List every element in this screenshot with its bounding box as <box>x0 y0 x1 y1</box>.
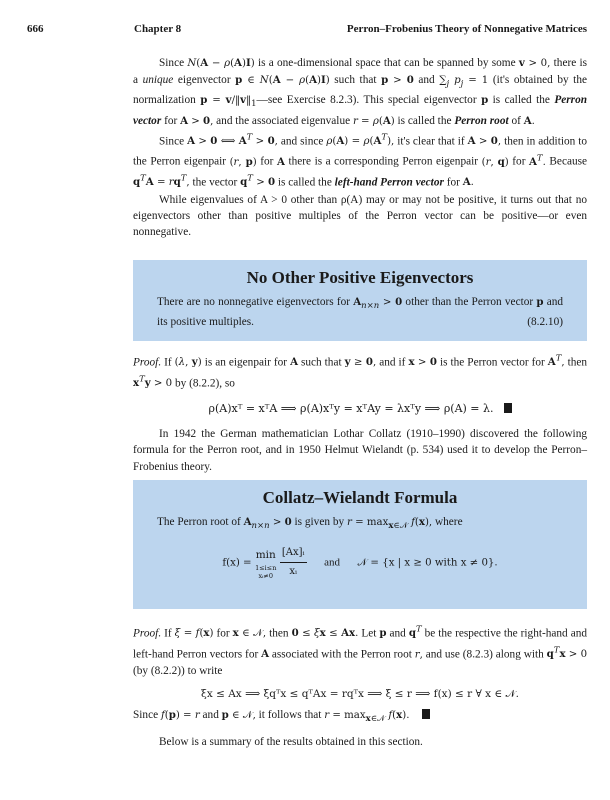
proof-1-display-equation: ρ(A)xᵀ = xᵀA ⟹ ρ(A)xᵀy = xᵀAy = λxᵀy ⟹ ρ(A) = λ. <box>133 400 587 418</box>
box-title: Collatz–Wielandt Formula <box>262 488 458 507</box>
box-text: The Perron root of $A_{n\times n} > 0$ is given by $r = \max_{x\in 𝒩} f(x)$, where <box>157 516 463 532</box>
theorem-box-collatz-wielandt <box>133 480 587 609</box>
proof-2-conclusion: Since f(p) = r and p ∈ 𝒩, it follows that $r = \max_{x\in 𝒩} f(x)$. <box>133 707 587 727</box>
intro-paragraph-1: Since N(A − ρ(A)I) is a one-dimensional space that can be spanned by some v > 0, there is a unique eigenvector p ∈ N(A − ρ(A)I) such that p > 0 and $\sum_j$ $p_j = 1$ (it's obtained by the normalization $p = v/‖v‖_1—see$ Exercise 8.2.3). This special eigenvector p is called the Perron vector for A > 0, and the associated eigenvalue r = ρ(A) is called the Perron root of A. <box>133 57 588 127</box>
min-operator: min 1≤i≤n xᵢ≠0 <box>255 548 277 580</box>
proof-label: Proof. <box>133 356 162 369</box>
proof-label: Proof. <box>133 627 162 640</box>
page-number: 666 <box>27 23 44 35</box>
qed-box <box>504 403 512 413</box>
proof-1-text: Proof. If (λ, y) is an eigenpair for A such that y ≥ 0, and if x > 0 is the Perron vector for $A^T$, then $x^Ty > 0$ by (8.2.2), so <box>133 354 588 389</box>
collatz-wielandt-formula: f(x) = min 1≤i≤n xᵢ≠0 $\frac{\text{[Ax]ᵢ}}{\text{xᵢ}}$ and 𝒩 = {x | x ≥ 0 with x ≠ 0}. <box>133 544 587 581</box>
proof-2 <box>133 622 587 750</box>
summary-paragraph: Below is a summary of the results obtained in this section. <box>159 735 423 748</box>
equation-number: (8.2.10) <box>527 316 563 329</box>
fraction: $\frac{\text{[Ax]ᵢ}}{\text{xᵢ}}$ <box>280 544 307 581</box>
theorem-box-no-other-positive-eigenvectors <box>133 260 587 341</box>
proof-1 <box>133 351 587 475</box>
intro-section <box>133 55 587 240</box>
box-text: There are no nonnegative eigenvectors for $A_{n\times n} > 0$ other than the Perron vector p and its positive multiples. (8.2.10) <box>133 294 587 330</box>
proof-2-display-equation: ξx ≤ Ax ⟹ ξqᵀx ≤ qᵀAx = rqᵀx ⟹ ξ ≤ r ⟹ f(x) ≤ r ∀ x ∈ 𝒩. <box>201 688 519 701</box>
proof-2-text: Proof. If ξ = f(x) for x ∈ 𝒩, then 0 ≤ ξx ≤ Ax. Let p and $q^T$ be the respective the right-hand and left-hand Perron vectors for A associated with the Perron root r, and use (8.2.3) along with $q^Tx > 0$ (by (8.2.2)) to write <box>133 625 588 678</box>
running-head <box>27 23 587 39</box>
intro-paragraph-3: While eigenvalues of A > 0 other than ρ(A) may or may not be positive, it turns out that no eigenvectors other than positive multiples of the Perron vector can be positive—or even nonnegative. <box>133 193 587 239</box>
history-paragraph: In 1942 the German mathematician Lothar Collatz (1910–1990) discovered the following formula for the Perron root, and in 1950 Helmut Wielandt (p. 534) used it to develop the Perron–Frobenius theory. <box>133 428 587 473</box>
intro-paragraph-2: Since A > 0 ⟺ $A^T > 0$, and since $\rho(A) = \rho(A^T)$, it's clear that if A > 0, then in addition to the Perron eigenpair (r, p) for A there is a corresponding Perron eigenpair (r, q) for $A^T$. Because $q^TA = rq^T$, the vector $q^T > 0$ is called the left-hand Perron vector for A. <box>133 132 588 189</box>
chapter-title: Perron–Frobenius Theory of Nonnegative Matrices <box>346 23 587 35</box>
box-title: No Other Positive Eigenvectors <box>246 268 474 287</box>
chapter-label: Chapter 8 <box>134 23 182 35</box>
qed-box <box>422 709 430 719</box>
